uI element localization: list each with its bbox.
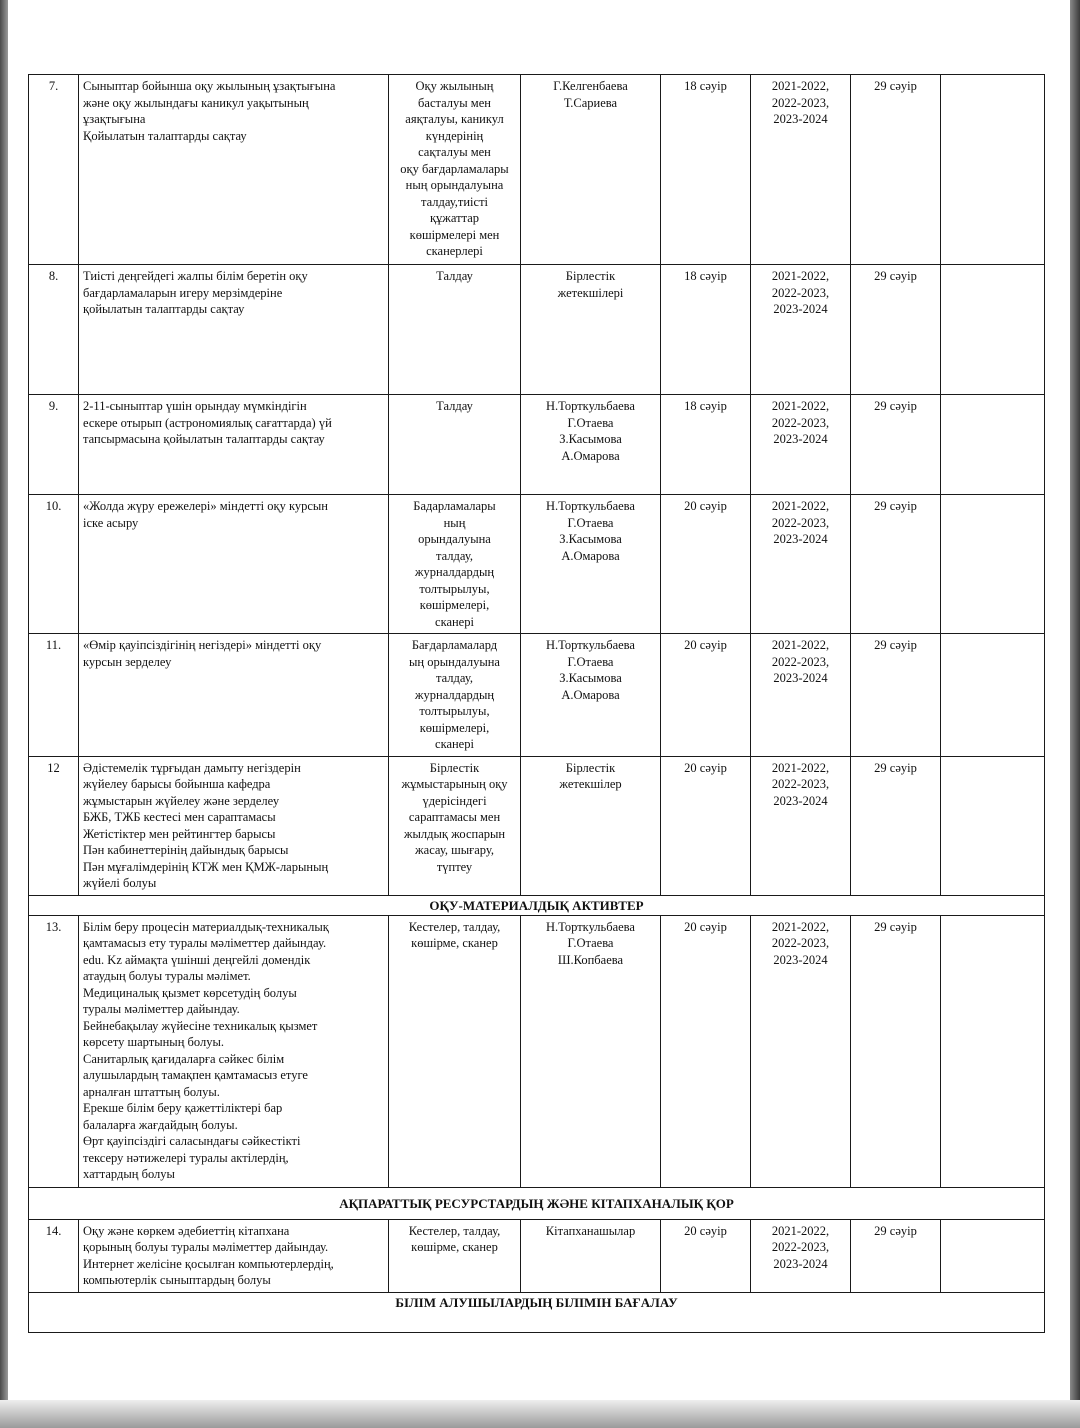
- row-number: 14.: [29, 1219, 79, 1292]
- text-line: 2021-2022,: [771, 499, 830, 513]
- text-line: Бірлестік: [565, 269, 616, 283]
- text-line: жүйелеу барысы бойынша кафедра: [83, 777, 271, 791]
- text-line: оқу бағдарламалары: [400, 161, 509, 176]
- responsible-cell: [521, 265, 661, 395]
- text-line: бағдарламаларын игеру мерзімдеріне: [83, 285, 283, 300]
- row-number: 12: [29, 756, 79, 895]
- text-line: атаудың болуы туралы мәлімет.: [83, 969, 251, 983]
- text-line: сканері: [435, 614, 474, 629]
- text-line: жылдық жоспарын: [403, 826, 506, 841]
- text-line: түптеу: [436, 859, 473, 874]
- text-line: ның: [443, 515, 466, 530]
- empty-cell: [941, 495, 1045, 634]
- text-line: Оқу және көркем әдебиеттің кітапхана: [83, 1223, 290, 1238]
- method-cell: [389, 1219, 521, 1292]
- text-line: 2023-2024: [773, 1256, 828, 1271]
- date-cell: 20 сәуір: [661, 915, 751, 1187]
- text-line: А.Омарова: [561, 687, 620, 702]
- photo-edge-right: [1070, 0, 1080, 1428]
- text-line: 2021-2022,: [771, 269, 830, 283]
- text-line: 2023-2024: [773, 302, 828, 316]
- text-line: көшірмелері,: [419, 598, 490, 612]
- section-header-row: [29, 895, 1045, 915]
- text-line: Бірлестік: [429, 760, 480, 775]
- text-line: Н.Торткульбаева: [546, 919, 635, 934]
- years-cell: [751, 634, 851, 757]
- row-number: 9.: [29, 395, 79, 495]
- text-line: туралы мәліметтер дайындау.: [83, 1002, 240, 1016]
- text-line: Медициналық қызмет көрсетудің болуы: [83, 985, 297, 1000]
- text-line: Н.Торткульбаева: [546, 499, 635, 513]
- activity-cell: [79, 634, 389, 757]
- responsible-cell: [521, 75, 661, 265]
- text-line: талдау,: [436, 548, 473, 563]
- date-cell: 20 сәуір: [661, 634, 751, 757]
- text-line: аяқталуы, каникул: [405, 112, 504, 126]
- text-line: ұзақтығына: [83, 112, 146, 126]
- text-line: 2021-2022,: [771, 399, 830, 413]
- document-page: [28, 74, 1044, 1324]
- method-cell: [389, 75, 521, 265]
- text-line: журналдардың: [414, 687, 495, 702]
- section-header-row: [29, 1292, 1045, 1332]
- text-line: 2021-2022,: [771, 919, 830, 934]
- text-line: ның орындалуына: [405, 178, 504, 192]
- text-line: Жетістіктер мен рейтингтер барысы: [83, 826, 276, 841]
- text-line: Пән кабинеттерінің дайындық барысы: [83, 843, 289, 857]
- responsible-cell: [521, 495, 661, 634]
- activity-cell: [79, 756, 389, 895]
- empty-cell: [941, 395, 1045, 495]
- text-line: 2022-2023,: [771, 777, 830, 791]
- text-line: А.Омарова: [561, 548, 620, 563]
- text-line: Бейнебақылау жүйесіне техникалық қызмет: [83, 1018, 318, 1033]
- years-cell: [751, 756, 851, 895]
- text-line: Әдістемелік тұрғыдан дамыту негіздерін: [83, 760, 301, 775]
- text-line: Кестелер, талдау,: [408, 1223, 501, 1238]
- text-line: З.Касымова: [559, 671, 622, 685]
- text-line: 2022-2023,: [771, 415, 830, 430]
- text-line: Ш.Копбаева: [557, 952, 624, 967]
- date-cell: 18 сәуір: [661, 395, 751, 495]
- date-cell: 20 сәуір: [661, 756, 751, 895]
- table-row: [29, 75, 1045, 265]
- text-line: Тиісті деңгейдегі жалпы білім беретін оқу: [83, 269, 308, 283]
- text-line: құжаттар: [429, 211, 480, 225]
- table-row: [29, 495, 1045, 634]
- responsible-cell: [521, 1219, 661, 1292]
- table-row: [29, 265, 1045, 395]
- row-number: 8.: [29, 265, 79, 395]
- text-line: журналдардың: [414, 565, 495, 579]
- text-line: 2023-2024: [773, 671, 828, 685]
- text-line: жүйелі болуы: [83, 876, 157, 890]
- row-number: 13.: [29, 915, 79, 1187]
- method-cell: [389, 495, 521, 634]
- activity-cell: [79, 395, 389, 495]
- text-line: Интернет желісіне қосылған компьютерлердің,: [83, 1256, 334, 1271]
- method-cell: [389, 265, 521, 395]
- responsible-cell: [521, 395, 661, 495]
- deadline-cell: 29 сәуір: [851, 756, 941, 895]
- deadline-cell: 29 сәуір: [851, 395, 941, 495]
- text-line: Н.Торткульбаева: [546, 638, 635, 652]
- method-cell: [389, 756, 521, 895]
- text-line: 2021-2022,: [771, 1223, 830, 1238]
- text-line: тексеру нәтижелері туралы актілердің,: [83, 1150, 289, 1165]
- text-line: ың орындалуына: [409, 654, 500, 669]
- text-line: edu. Kz аймақта үшінші деңгейлі домендік: [83, 952, 311, 967]
- text-line: Талдау: [436, 269, 473, 283]
- row-number: 11.: [29, 634, 79, 757]
- years-cell: [751, 915, 851, 1187]
- text-line: Г.Отаева: [567, 936, 614, 950]
- text-line: 2023-2024: [773, 432, 828, 446]
- text-line: З.Касымова: [559, 532, 622, 546]
- text-line: курсын зерделеу: [83, 654, 172, 669]
- deadline-cell: 29 сәуір: [851, 495, 941, 634]
- date-cell: 18 сәуір: [661, 265, 751, 395]
- text-line: қойылатын талаптарды сақтау: [83, 302, 245, 316]
- text-line: Сыныптар бойынша оқу жылының ұзақтығына: [83, 79, 336, 93]
- activity-cell: [79, 495, 389, 634]
- text-line: 2023-2024: [773, 952, 828, 967]
- text-line: 2-11-сыныптар үшін орындау мүмкіндігін: [83, 399, 307, 413]
- text-line: «Өмір қауіпсіздігінің негіздері» міндетті оқу: [83, 638, 322, 652]
- activity-cell: [79, 75, 389, 265]
- deadline-cell: 29 сәуір: [851, 75, 941, 265]
- text-line: талдау,тиісті: [420, 194, 489, 209]
- text-line: Талдау: [436, 399, 473, 413]
- text-line: 2022-2023,: [771, 654, 830, 669]
- text-line: көшірме, сканер: [411, 936, 498, 950]
- activity-cell: [79, 915, 389, 1187]
- years-cell: [751, 1219, 851, 1292]
- row-number: 7.: [29, 75, 79, 265]
- text-line: балаларға жағдайдың болуы.: [83, 1117, 238, 1132]
- method-cell: [389, 395, 521, 495]
- table-row: [29, 756, 1045, 895]
- text-line: сақталуы мен: [418, 145, 491, 159]
- text-line: сканері: [435, 737, 474, 751]
- activity-cell: [79, 1219, 389, 1292]
- text-line: және оқу жылындағы каникул уақытының: [83, 95, 309, 110]
- text-line: Бағдарламалард: [411, 638, 498, 652]
- section-title: АҚПАРАТТЫҚ РЕСУРСТАРДЫҢ ЖӘНЕ КІТАПХАНАЛЫҚ ҚОР: [29, 1187, 1045, 1219]
- text-line: 2021-2022,: [771, 638, 830, 652]
- text-line: тапсырмасына қойылатын талаптарды сақтау: [83, 432, 325, 446]
- text-line: Г.Отаева: [567, 415, 614, 430]
- text-line: Г.Келгенбаева: [553, 79, 628, 93]
- text-line: 2022-2023,: [771, 285, 830, 300]
- text-line: «Жолда жүру ережелері» міндетті оқу курсын: [83, 499, 329, 513]
- method-cell: [389, 634, 521, 757]
- row-number: 10.: [29, 495, 79, 634]
- text-line: сканерлері: [426, 244, 483, 258]
- deadline-cell: 29 сәуір: [851, 1219, 941, 1292]
- text-line: компьютерлік сыныптардың болуы: [83, 1273, 271, 1287]
- section-header-row: [29, 1187, 1045, 1219]
- date-cell: 20 сәуір: [661, 495, 751, 634]
- table-row: [29, 634, 1045, 757]
- years-cell: [751, 395, 851, 495]
- text-line: 2023-2024: [773, 532, 828, 546]
- section-title: БІЛІМ АЛУШЫЛАРДЫҢ БІЛІМІН БАҒАЛАУ: [29, 1292, 1045, 1332]
- text-line: Г.Отаева: [567, 515, 614, 530]
- text-line: БЖБ, ТЖБ кестесі мен сараптамасы: [83, 810, 276, 824]
- text-line: Бадарламалары: [413, 499, 496, 513]
- empty-cell: [941, 265, 1045, 395]
- text-line: Пән мұғалімдерінің КТЖ мен ҚМЖ-ларының: [83, 859, 329, 874]
- date-cell: 18 сәуір: [661, 75, 751, 265]
- text-line: хаттардың болуы: [83, 1167, 175, 1181]
- text-line: күндерінің: [425, 128, 484, 143]
- text-line: 2022-2023,: [771, 515, 830, 530]
- text-line: А.Омарова: [561, 448, 620, 463]
- text-line: Қойылатын талаптарды сақтау: [83, 128, 247, 143]
- empty-cell: [941, 1219, 1045, 1292]
- text-line: 2023-2024: [773, 112, 828, 126]
- text-line: 2021-2022,: [771, 760, 830, 775]
- text-line: үдерісіндегі: [422, 793, 487, 808]
- text-line: Санитарлық қағидаларға сәйкес білім: [83, 1051, 285, 1066]
- text-line: ескере отырып (астрономиялық сағаттарда) үй: [83, 415, 332, 430]
- text-line: көшірме, сканер: [411, 1240, 498, 1254]
- deadline-cell: 29 сәуір: [851, 915, 941, 1187]
- empty-cell: [941, 75, 1045, 265]
- table-row: [29, 1219, 1045, 1292]
- text-line: жасау, шығару,: [415, 843, 494, 857]
- text-line: Т.Сариева: [563, 95, 618, 110]
- years-cell: [751, 75, 851, 265]
- photo-edge-left: [0, 0, 8, 1428]
- empty-cell: [941, 634, 1045, 757]
- text-line: толтырылуы,: [419, 581, 490, 596]
- text-line: Кітапханашылар: [545, 1223, 636, 1238]
- text-line: көрсету шартының болуы.: [83, 1035, 224, 1049]
- method-cell: [389, 915, 521, 1187]
- text-line: қамтамасыз ету туралы мәліметтер дайындау.: [83, 936, 327, 950]
- empty-cell: [941, 915, 1045, 1187]
- text-line: Оқу жылының: [415, 79, 494, 93]
- text-line: Н.Торткульбаева: [546, 399, 635, 413]
- deadline-cell: 29 сәуір: [851, 634, 941, 757]
- text-line: Г.Отаева: [567, 654, 614, 669]
- text-line: іске асыру: [83, 515, 139, 530]
- text-line: көшірмелері,: [419, 720, 490, 735]
- photo-edge-bottom: [0, 1400, 1080, 1428]
- deadline-cell: 29 сәуір: [851, 265, 941, 395]
- text-line: 2021-2022,: [771, 79, 830, 93]
- text-line: Кестелер, талдау,: [408, 919, 501, 934]
- text-line: жетекшілер: [559, 777, 622, 791]
- text-line: Бірлестік: [565, 760, 616, 775]
- table-row: [29, 915, 1045, 1187]
- text-line: Білім беру процесін материалдық-техникалық: [83, 919, 329, 934]
- empty-cell: [941, 756, 1045, 895]
- activity-cell: [79, 265, 389, 395]
- years-cell: [751, 495, 851, 634]
- text-line: басталуы мен: [418, 95, 491, 110]
- text-line: сараптамасы мен: [408, 810, 501, 824]
- text-line: Ерекше білім беру қажеттіліктері бар: [83, 1101, 283, 1115]
- text-line: 2023-2024: [773, 793, 828, 808]
- text-line: З.Касымова: [559, 432, 622, 446]
- plan-table: [28, 74, 1045, 1333]
- table-row: [29, 395, 1045, 495]
- text-line: толтырылуы,: [419, 704, 490, 718]
- text-line: 2022-2023,: [771, 95, 830, 110]
- text-line: қорының болуы туралы мәліметтер дайындау.: [83, 1240, 329, 1254]
- responsible-cell: [521, 915, 661, 1187]
- responsible-cell: [521, 756, 661, 895]
- date-cell: 20 сәуір: [661, 1219, 751, 1292]
- years-cell: [751, 265, 851, 395]
- text-line: талдау,: [436, 671, 473, 685]
- section-title: ОҚУ-МАТЕРИАЛДЫҚ АКТИВТЕР: [29, 895, 1045, 915]
- text-line: жұмыстарының оқу: [401, 777, 508, 791]
- text-line: жұмыстарын жүйелеу және зерделеу: [83, 793, 280, 808]
- text-line: алушылардың тамақпен қамтамасыз етуге: [83, 1068, 308, 1082]
- text-line: 2022-2023,: [771, 1240, 830, 1254]
- responsible-cell: [521, 634, 661, 757]
- text-line: көшірмелері мен: [409, 227, 500, 242]
- text-line: Өрт қауіпсіздігі саласындағы сәйкестікті: [83, 1134, 301, 1148]
- text-line: 2022-2023,: [771, 936, 830, 950]
- text-line: арналған штаттың болуы.: [83, 1084, 220, 1099]
- text-line: жетекшілері: [557, 285, 624, 300]
- text-line: орындалуына: [418, 532, 491, 546]
